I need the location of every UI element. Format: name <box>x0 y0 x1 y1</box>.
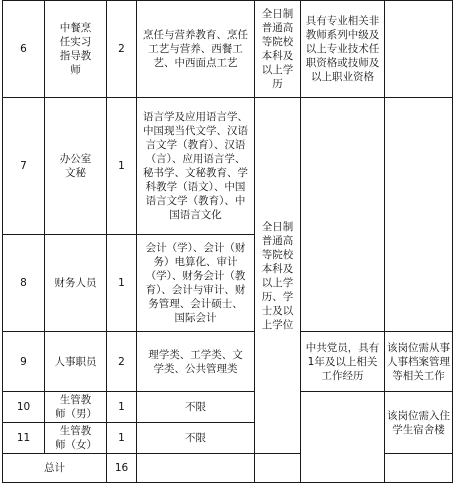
position-cell: 人事职员 <box>45 332 107 392</box>
remark-cell: 该岗位需从事人事档案管理等相关工作 <box>385 332 453 392</box>
total-row <box>3 454 453 483</box>
table-row <box>3 332 453 392</box>
position-cell: 生管教师（女） <box>45 423 107 454</box>
other-requirement-cell: 中共党员，具有1年及以上相关工作经历 <box>301 332 385 392</box>
other-requirement-cell-empty <box>301 392 385 483</box>
other-requirement-cell: 具有专业相关非教师系列中级及以上专业技术任职资格或技师及以上职业资格 <box>301 1 385 98</box>
row-number-cell: 11 <box>3 423 45 454</box>
row-number-cell: 10 <box>3 392 45 423</box>
education-cell: 全日制普通高等院校本科及以上学历 <box>255 1 301 98</box>
major-cell: 不限 <box>137 392 255 423</box>
major-cell: 烹任与营养教育、烹任工艺与营养、西餐工艺、中西面点工艺 <box>137 1 255 98</box>
row-number-cell: 6 <box>3 1 45 98</box>
position-cell: 中餐烹任实习指导教师 <box>45 1 107 98</box>
major-cell: 不限 <box>137 423 255 454</box>
other-requirement-cell-empty <box>301 98 385 332</box>
table-row <box>3 392 453 423</box>
position-cell: 生管教师（男） <box>45 392 107 423</box>
major-cell: 理学类、工学类、文学类、公共管理类 <box>137 332 255 392</box>
count-cell: 1 <box>107 235 137 332</box>
position-cell: 办公室文秘 <box>45 98 107 235</box>
table-row <box>3 98 453 235</box>
total-label-cell: 总计 <box>3 454 107 483</box>
table-row <box>3 1 453 98</box>
position-cell: 财务人员 <box>45 235 107 332</box>
remark-cell <box>385 1 453 98</box>
major-cell: 语言学及应用语言学、中国现当代文学、汉语言文学（教育）、汉语（言）、应用语言学、秘书学、文秘教育、学科教学（语文）、中国语言文学（教育）、中国语言文化 <box>137 98 255 235</box>
education-cell-merged: 全日制普通高等院校本科及以上学历、学士及以上学位 <box>255 98 301 454</box>
total-empty-cell <box>255 454 301 483</box>
count-cell: 2 <box>107 1 137 98</box>
count-cell: 2 <box>107 332 137 392</box>
count-cell: 1 <box>107 423 137 454</box>
row-number-cell: 8 <box>3 235 45 332</box>
recruitment-table <box>2 0 453 483</box>
row-number-cell: 7 <box>3 98 45 235</box>
remark-cell: 该岗位需入住学生宿舍楼 <box>385 392 453 454</box>
count-cell: 1 <box>107 98 137 235</box>
count-cell: 1 <box>107 392 137 423</box>
remark-cell <box>385 98 453 332</box>
total-empty-cell <box>385 454 453 483</box>
row-number-cell: 9 <box>3 332 45 392</box>
total-empty-cell <box>137 454 255 483</box>
major-cell: 会计（学）、会计（财务）电算化、审计（学）、财务会计（教育）、会计与审计、财务管理、会计硕士、国际会计 <box>137 235 255 332</box>
total-count-cell: 16 <box>107 454 137 483</box>
